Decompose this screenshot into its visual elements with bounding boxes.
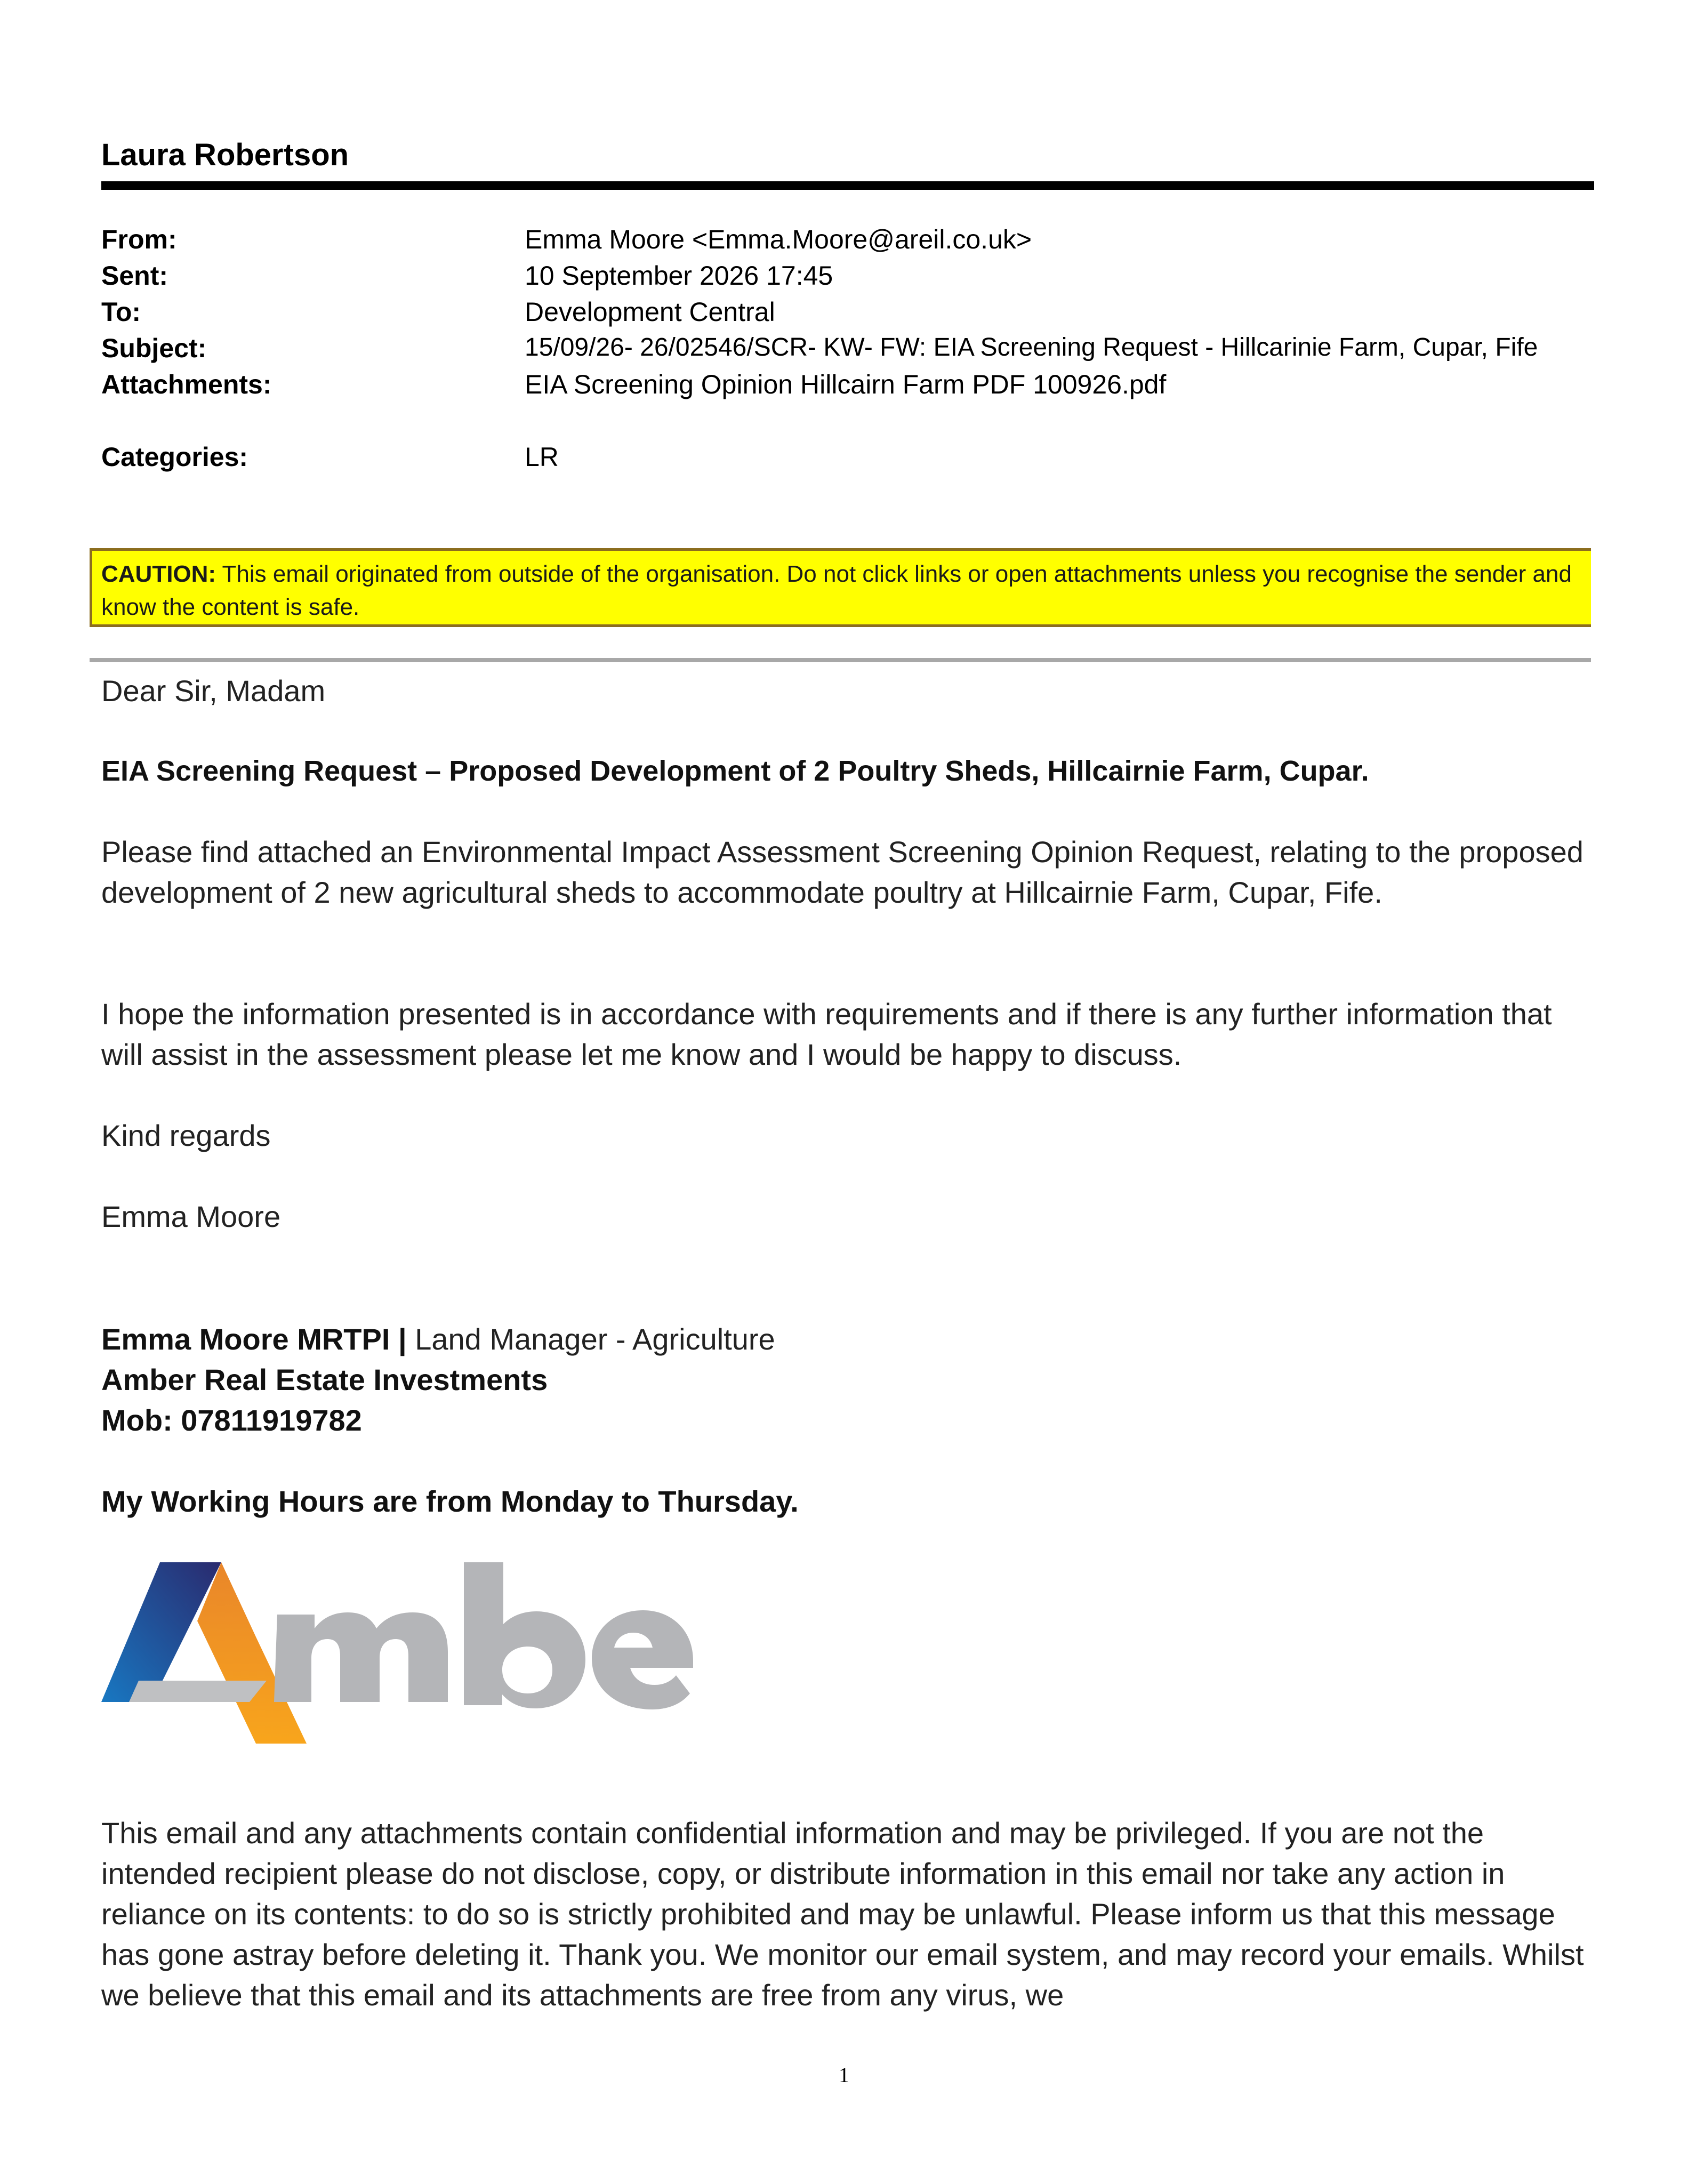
from-value: Emma Moore <Emma.Moore@areil.co.uk>: [525, 224, 1032, 254]
paragraph-1: Please find attached an Environmental Impact Assessment Screening Opinion Request, relating to the proposed development of 2 new agricultural sheds to accommodate poultry at Hillcairnie Farm, Cupar, Fife.: [101, 835, 1583, 909]
to-value: Development Central: [525, 297, 775, 327]
categories-value: LR: [525, 442, 559, 472]
signoff: Kind regards: [101, 1119, 271, 1152]
categories-label: Categories:: [101, 442, 248, 472]
to-label: To:: [101, 297, 141, 327]
owner-divider: [101, 181, 1594, 190]
header-divider: [90, 658, 1591, 662]
greeting: Dear Sir, Madam: [101, 674, 326, 708]
attachments-label: Attachments:: [101, 370, 272, 399]
sender-name: Emma Moore: [101, 1200, 281, 1233]
page-owner-name: Laura Robertson: [101, 138, 349, 172]
caution-text: This email originated from outside of the organisation. Do not click links or open attachments unless you recognise the sender and know the content is safe.: [101, 561, 1572, 620]
subject-value: 15/09/26- 26/02546/SCR- KW- FW: EIA Screening Request - Hillcarinie Farm, Cupar, Fife: [525, 333, 1538, 362]
disclaimer: This email and any attachments contain confidential information and may be privileged. If you are not the intended recipient please do not disclose, copy, or distribute information in this email nor take any action in reliance on its contents: to do so is strictly prohibited and may be unlawful. Please inform us that this message has gone astray before deleting it. Thank you. We monitor our email system, and may record your emails. Whilst we believe that this email and its attachments are free from any virus, we: [101, 1816, 1584, 2012]
email-heading: EIA Screening Request – Proposed Development of 2 Poultry Sheds, Hillcairnie Farm, Cupar.: [101, 755, 1369, 787]
signature-role: Land Manager - Agriculture: [406, 1322, 775, 1356]
signature-line: [101, 1319, 1594, 1360]
attachment-file-link[interactable]: EIA Screening Opinion Hillcairn Farm PDF 100926.pdf: [525, 370, 1167, 399]
amber-logo: [101, 1557, 693, 1744]
page-number: 1: [839, 2063, 849, 2087]
signature-mobile: Mob: 07811919782: [101, 1403, 362, 1437]
subject-label: Subject:: [101, 333, 207, 363]
signature-name: Emma Moore MRTPI |: [101, 1322, 407, 1356]
sent-label: Sent:: [101, 261, 168, 291]
caution-message: [101, 558, 1589, 624]
paragraph-2: I hope the information presented is in accordance with requirements and if there is any further information that will assist in the assessment please let me know and I would be happy to discuss.: [101, 997, 1552, 1071]
working-hours: My Working Hours are from Monday to Thursday.: [101, 1484, 799, 1518]
sent-value: 10 September 2026 17:45: [525, 261, 833, 291]
signature-company: Amber Real Estate Investments: [101, 1363, 548, 1396]
caution-label: CAUTION:: [101, 561, 216, 587]
from-label: From:: [101, 224, 177, 254]
